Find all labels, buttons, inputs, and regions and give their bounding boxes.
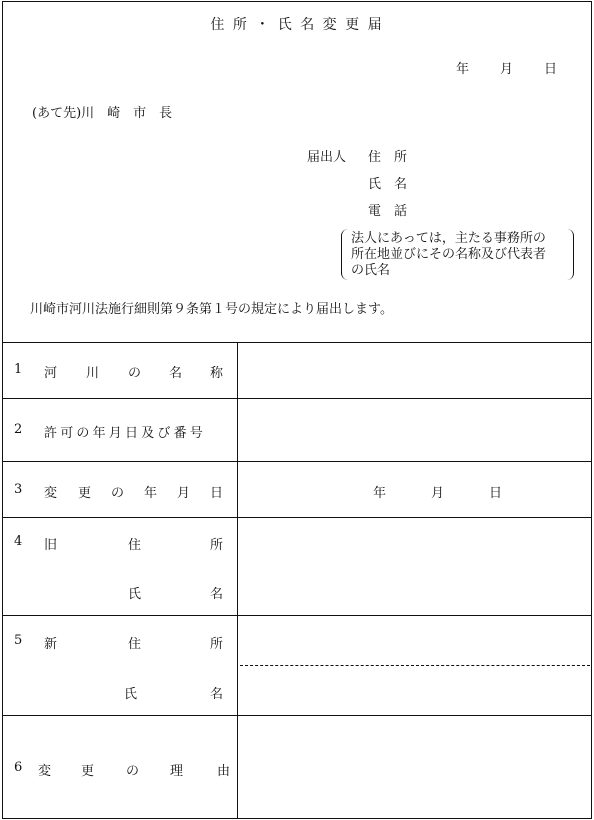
table-column-divider xyxy=(237,342,238,819)
row-label-char: 名 xyxy=(169,366,183,381)
new-address-label: 所 xyxy=(210,637,224,652)
change-date-month: 月 xyxy=(431,486,445,501)
new-address-name-divider xyxy=(240,665,590,666)
change-date-year: 年 xyxy=(373,486,387,501)
row-label-char: 由 xyxy=(217,764,231,779)
table-rule xyxy=(2,342,592,343)
corporate-note-line: の氏名 xyxy=(351,263,391,278)
corporate-note-line: 法人にあっては，主たる事務所の xyxy=(351,231,546,246)
table-rule xyxy=(2,398,592,399)
row-label-char: 更 xyxy=(78,486,92,501)
row-label-char: 月 xyxy=(177,486,191,501)
applicant-address: 住 所 xyxy=(368,150,408,165)
river-name-field[interactable] xyxy=(239,344,591,397)
old-address-label: 住 xyxy=(128,538,142,553)
row-label-char: 変 xyxy=(38,764,52,779)
old-name-label: 名 xyxy=(210,587,224,602)
row-number: 6 xyxy=(14,760,23,775)
date-month: 月 xyxy=(500,62,514,77)
row-label-char: 更 xyxy=(81,764,95,779)
form-title: 住 所 ・ 氏 名 変 更 届 xyxy=(210,17,384,33)
applicant-name: 氏 名 xyxy=(368,177,408,192)
new-name-label: 氏 xyxy=(124,687,138,702)
old-name-label: 氏 xyxy=(128,587,142,602)
row-label-char: 年 xyxy=(144,486,158,501)
date-day: 日 xyxy=(544,62,558,77)
row-label-char: 変 xyxy=(44,486,58,501)
table-rule xyxy=(2,517,592,518)
table-rule xyxy=(2,715,592,716)
table-rule xyxy=(2,461,592,462)
date-year: 年 xyxy=(456,62,470,77)
row-number: 1 xyxy=(14,362,23,377)
old-address-name-field[interactable] xyxy=(239,519,591,614)
change-date-day: 日 xyxy=(489,486,503,501)
change-reason-field[interactable] xyxy=(239,717,591,817)
declaration: 川崎市河川法施行細則第９条第１号の規定により届出します。 xyxy=(30,302,393,317)
row-label: 許可の年月日及び番号 xyxy=(44,426,207,441)
addressee: (あて先)川 崎 市 長 xyxy=(32,106,173,121)
row-label-char: 川 xyxy=(86,366,100,381)
row-number: 4 xyxy=(14,534,23,549)
row-label-char: の xyxy=(126,764,140,779)
row-label-char: の xyxy=(111,486,125,501)
new-label: 新 xyxy=(44,637,58,652)
row-number: 3 xyxy=(14,482,23,497)
row-number: 5 xyxy=(14,633,23,648)
permit-date-number-field[interactable] xyxy=(239,400,591,460)
corporate-note-line: 所在地並びにその名称及び代表者 xyxy=(351,247,547,262)
old-address-label: 所 xyxy=(210,538,224,553)
new-address-field[interactable] xyxy=(239,617,591,664)
change-date-field[interactable] xyxy=(239,463,591,516)
old-label: 旧 xyxy=(44,538,58,553)
row-label-char: 日 xyxy=(210,486,224,501)
row-label-char: 称 xyxy=(210,366,224,381)
applicant-label: 届出人 xyxy=(307,150,347,165)
applicant-phone: 電 話 xyxy=(368,204,408,219)
new-name-label: 名 xyxy=(210,687,224,702)
table-rule xyxy=(2,615,592,616)
row-label-char: 河 xyxy=(44,366,58,381)
row-label-char: の xyxy=(128,366,142,381)
new-address-label: 住 xyxy=(128,637,142,652)
row-number: 2 xyxy=(14,422,23,437)
row-label-char: 理 xyxy=(170,764,184,779)
new-name-field[interactable] xyxy=(239,667,591,714)
corporate-note xyxy=(351,231,546,279)
